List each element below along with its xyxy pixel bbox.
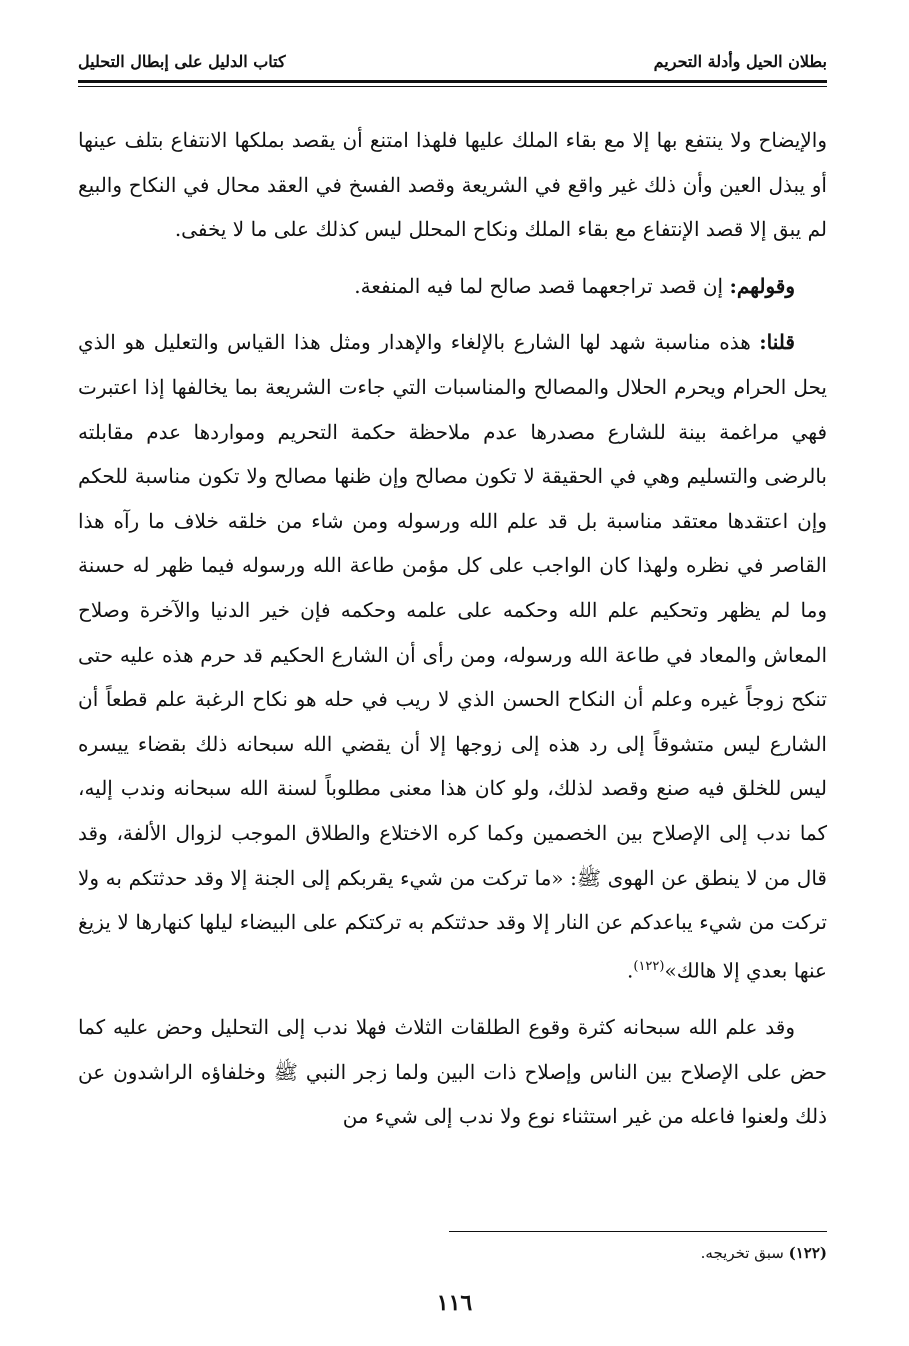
paragraph-text: وقد علم الله سبحانه كثرة وقوع الطلقات الثلاث فهلا ندب إلى التحليل وحض عليه كما حض على الإصلاح بين الناس وإصلاح ذات البين ولما زجر النبي ﷺ وخلفاؤه الراشدون عن ذلك ولعنوا فاعله من غير استثناء نوع ولا ندب إلى شيء من [78, 1014, 828, 1129]
footnote-text: سبق تخريجه. [700, 1244, 789, 1262]
body-text [78, 118, 827, 1139]
paragraph-lead: وقولهم: [729, 273, 795, 298]
header-chapter-title: بطلان الحيل وأدلة التحريم [653, 52, 827, 71]
header-book-title: كتاب الدليل على إبطال التحليل [78, 52, 286, 71]
header-rule-thick [78, 80, 827, 83]
paragraph-text: هذه مناسبة شهد لها الشارع بالإلغاء والإهدار ومثل هذا القياس والتعليل هو الذي يحل الحرام ويحرم الحلال والمصالح والمناسبات التي جاءت الشريعة بما يخالفها إذا اعتبرت فهي مراغمة بينة للشارع مصدرها عدم ملاحظة حكمة التحريم ومواردها عدم مقابلته بالرضى والتسليم وهي في الحقيقة لا تكون مصالح وإن ظنها مصالح ولا تكون مناسبة للحكم وإن اعتقدها معتقد مناسبة بل قد علم الله ورسوله ومن شاء من خلقه خلاف ما رآه هذا القاصر في نظره ولهذا كان الواجب على كل مؤمن طاعة الله ورسوله فيما ظهر له حسنة وما لم يظهر وتحكيم علم الله وحكمه على علمه وحكمه فإن خير الدنيا والآخرة وصلاح المعاش والمعاد في طاعة الله ورسوله، ومن رأى أن الشارع الحكيم قد حرم هذه عليه حتى تنكح زوجاً غيره وعلم أن النكاح الحسن الذي لا ريب في حله هو نكاح الرغبة علم قطعاً أن الشارع ليس متشوقاً إلى رد هذه إلى زوجها إلا أن يقضي الله سبحانه ذلك بقضاء ييسره ليس للخلق فيه صنع وقصد لذلك، ولو كان هذا معنى مطلوباً لسنة الله سبحانه وندب إليه، كما ندب إلى الإصلاح بين الخصمين وكما كره الاختلاع والطلاق الموجب لزوال الألفة، وقد قال من لا ينطق عن الهوى ﷺ: «ما تركت من شيء يقربكم إلى الجنة إلا وقد حدثتكم به ولا تركت من شيء يباعدكم عن النار إلا وقد حدثتكم به تركتكم على البيضاء ليلها كنهارها لا يزيغ عنها بعدي إلا هالك» [78, 330, 827, 983]
footnote-number: (١٢٢) [788, 1244, 827, 1262]
paragraph-1 [78, 118, 827, 252]
footnote-reference: (١٢٢) [633, 958, 665, 974]
paragraph-4 [78, 1005, 827, 1139]
header-rule-thin [78, 86, 827, 87]
paragraph-text: إن قصد تراجعهما قصد صالح لما فيه المنفعة. [354, 273, 730, 298]
paragraph-lead: قلنا: [759, 330, 795, 355]
footnote-rule [449, 1231, 827, 1232]
paragraph-3 [78, 320, 827, 993]
page-number: ١١٦ [436, 1290, 473, 1316]
running-header [78, 50, 827, 74]
paragraph-2 [78, 264, 827, 309]
paragraph-text: والإيضاح ولا ينتفع بها إلا مع بقاء الملك عليها فلهذا امتنع أن يقصد بملكها الانتفاع بتلف عينها أو يبذل العين وأن ذلك غير واقع في الشريعة وقصد الفسخ في العقد محال في النكاح والبيع لم يبق إلا قصد الإنتفاع مع بقاء الملك ونكاح المحلل ليس كذلك على ما لا يخفى. [78, 128, 827, 242]
paragraph-tail: . [627, 958, 634, 983]
footnote [701, 1240, 827, 1266]
